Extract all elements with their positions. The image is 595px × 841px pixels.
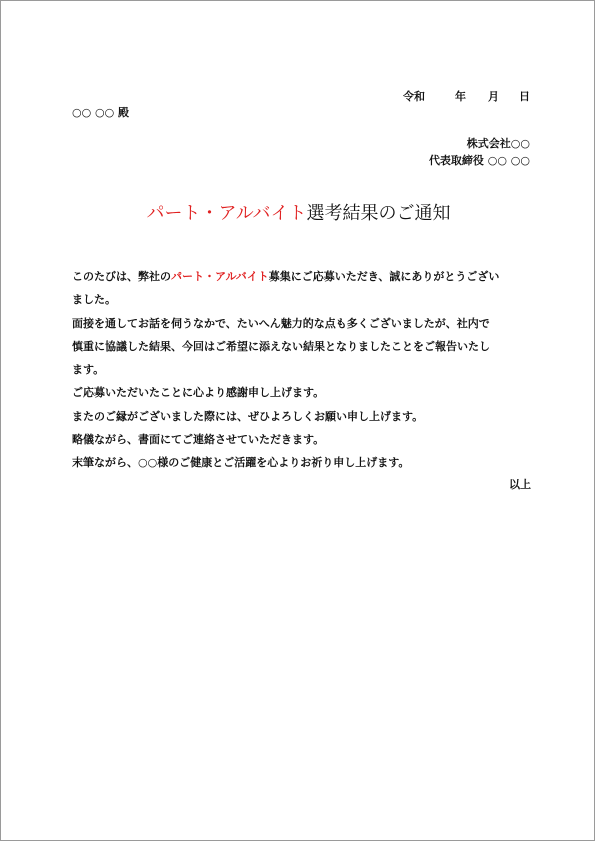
body-line1-highlight: パート・アルバイト (171, 270, 269, 283)
title-highlight: パート・アルバイト (146, 203, 307, 224)
body-line: またのご縁がございました際には、ぜひよろしくお願い申し上げます。 (72, 409, 424, 423)
body-line1-pre: このたびは、弊社の (72, 270, 171, 283)
recipient-name: ○○ ○○ 殿 (72, 106, 130, 119)
sender-company: 株式会社○○ (466, 137, 530, 150)
closing-mark: 以上 (509, 478, 531, 491)
date-month: 月 (488, 90, 499, 103)
body-line1-post: 募集にご応募いただき、誠にありがとうござい (268, 270, 500, 283)
date-line (403, 88, 530, 104)
sender-block (429, 135, 530, 169)
letter-body (72, 265, 534, 475)
body-line: ました。 (72, 293, 116, 307)
body-line (72, 265, 534, 288)
body-line: 略儀ながら、書面にてご連絡させていただきます。 (72, 433, 325, 447)
body-line: ご応募いただいたことに心より感謝申し上げます。 (72, 386, 325, 400)
body-line: 慎重に協議した結果、今回はご希望に添えない結果となりましたことをご報告いたし (72, 339, 490, 353)
date-era: 令和 (403, 90, 425, 103)
title-rest: 選考結果のご通知 (306, 203, 451, 224)
body-line: ます。 (72, 363, 105, 377)
date-day: 日 (519, 90, 530, 103)
body-line: 末筆ながら、○○様のご健康とご活躍を心よりお祈り申し上げます。 (72, 456, 410, 470)
document-title (1, 199, 595, 225)
body-line: 面接を通してお話を伺うなかで、たいへん魅力的な点も多くございましたが、社内で (72, 316, 490, 330)
date-year: 年 (455, 90, 466, 103)
sender-representative: 代表取締役 ○○ ○○ (428, 154, 530, 167)
